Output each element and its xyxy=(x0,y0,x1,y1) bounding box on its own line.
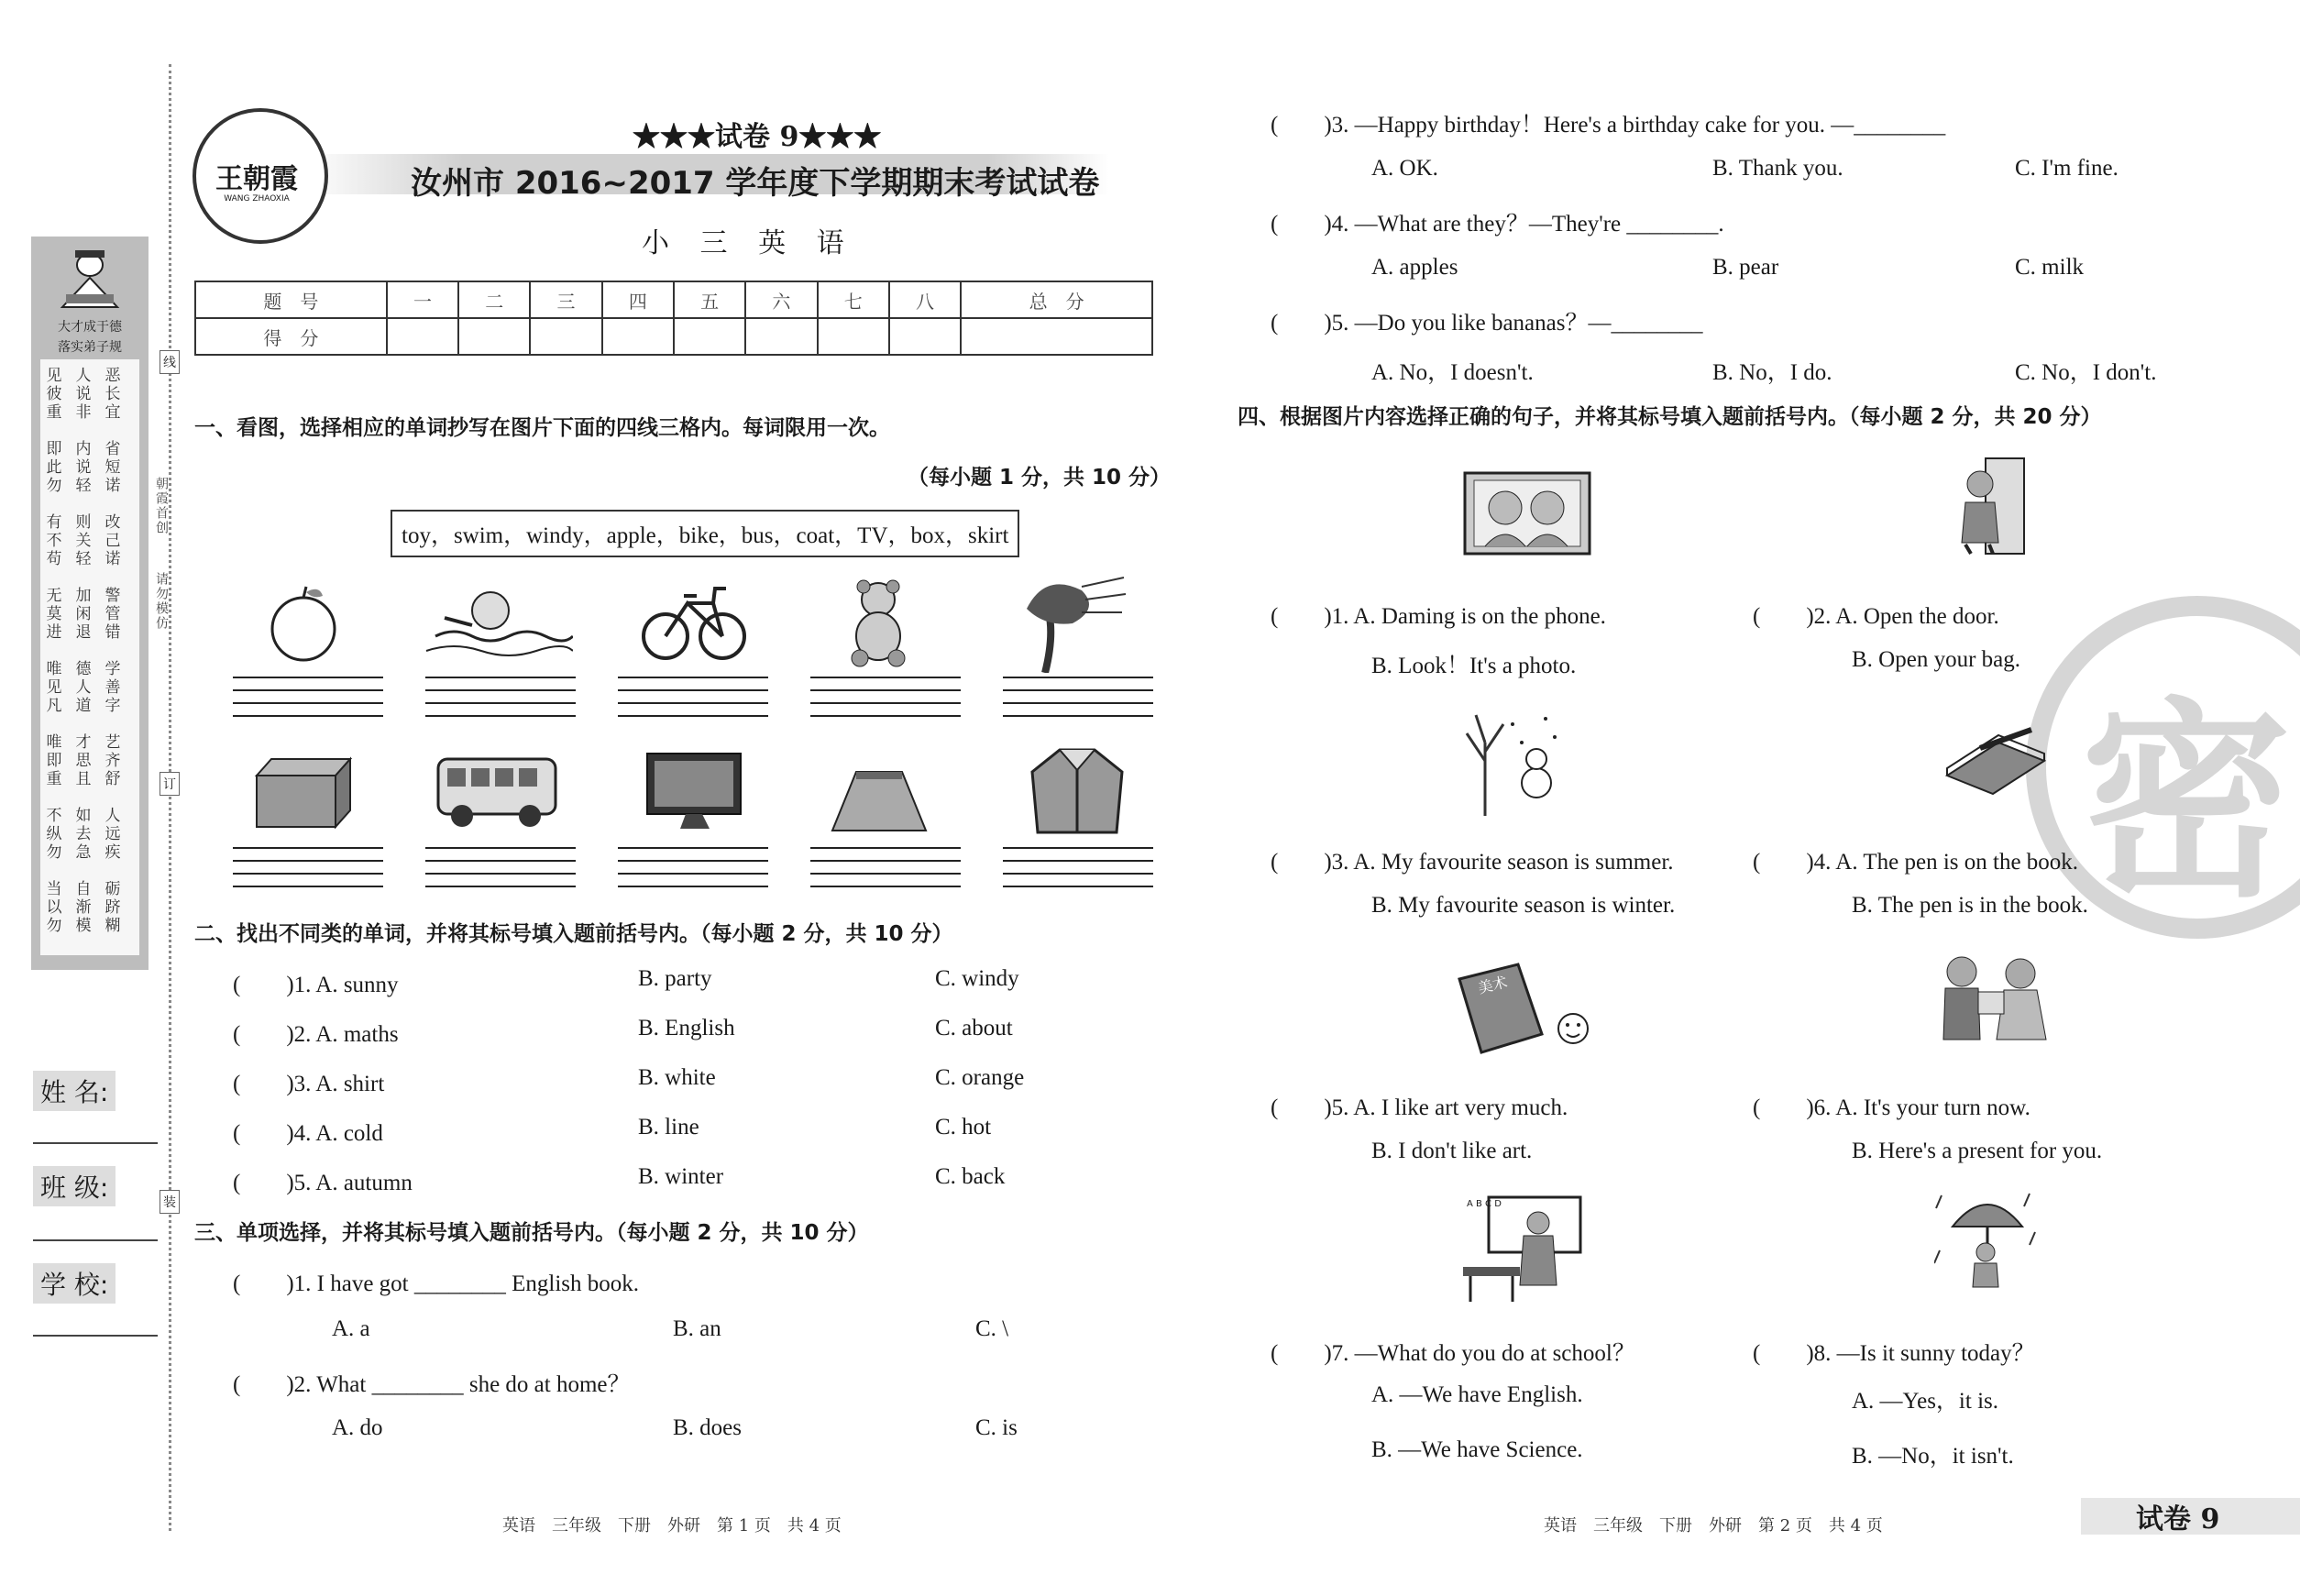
s2-q1-b: B. party xyxy=(638,966,712,991)
pen-on-book-picture xyxy=(1943,724,2048,801)
s4-q3: ( )3. A. My favourite season is summer. xyxy=(1271,850,1674,875)
score-header-cell: 三 xyxy=(530,281,601,318)
score-table xyxy=(194,281,1153,356)
motto-column: 无 莫 进 xyxy=(46,587,62,642)
swim-picture xyxy=(417,581,573,667)
s3-q1-b: B. an xyxy=(673,1316,721,1341)
motto-column: 加 闲 退 xyxy=(75,587,92,642)
motto-column: 人 远 疾 xyxy=(105,807,121,862)
vertical-note-2: 请勿模仿 xyxy=(154,572,169,631)
motto-column: 唯 即 重 xyxy=(46,733,62,788)
s3-q2-a: A. do xyxy=(332,1415,383,1440)
s3-q3-c: C. I'm fine. xyxy=(2015,156,2118,181)
score-header-cell: 七 xyxy=(818,281,889,318)
motto-column: 如 去 急 xyxy=(75,807,92,862)
art-book-picture xyxy=(1454,961,1591,1060)
name-label: 姓 名: xyxy=(33,1071,116,1111)
s2-q3-b: B. white xyxy=(638,1065,716,1090)
teddy-bear-picture xyxy=(842,576,915,671)
writing-lines[interactable] xyxy=(233,847,383,887)
s2-q1: ( )1. A. sunny xyxy=(233,973,399,997)
motto-column: 见 彼 重 xyxy=(46,367,62,422)
section3-title: 三、单项选择，并将其标号填入题前括号内。（每小题 2 分，共 10 分） xyxy=(194,1221,869,1245)
motto-column: 自 渐 模 xyxy=(75,880,92,935)
s4-q8-a: A. —Yes，it is. xyxy=(1852,1389,1998,1414)
score-header-cell: 八 xyxy=(889,281,961,318)
box-picture xyxy=(253,755,354,832)
motto-columns xyxy=(44,367,136,953)
s4-q8: ( )8. —Is it sunny today？ xyxy=(1753,1341,2035,1366)
score-input-cell[interactable] xyxy=(889,318,961,355)
writing-lines[interactable] xyxy=(233,677,383,717)
s4-q8-b: B. —No，it isn't. xyxy=(1852,1444,2014,1469)
score-input-cell[interactable] xyxy=(458,318,530,355)
motto-column: 唯 见 凡 xyxy=(46,660,62,715)
score-input-cell[interactable] xyxy=(530,318,601,355)
section1-title: 一、看图，选择相应的单词抄写在图片下面的四线三格内。每词限用一次。 xyxy=(194,416,890,440)
motto-column: 才 思 且 xyxy=(75,733,92,788)
s4-q1-b: B. Look！It's a photo. xyxy=(1371,654,1577,678)
motto-column: 人 说 非 xyxy=(75,367,92,422)
s4-q7-b: B. —We have Science. xyxy=(1371,1437,1583,1462)
score-input-cell[interactable] xyxy=(961,318,1152,355)
classroom-picture xyxy=(1461,1194,1582,1307)
score-header-cell: 总 分 xyxy=(961,281,1152,318)
s4-q4-b: B. The pen is in the book. xyxy=(1852,893,2088,918)
s4-q3-b: B. My favourite season is winter. xyxy=(1371,893,1676,918)
brand-logo-text: 王朝霞 xyxy=(215,163,298,195)
s3-q4-a: A. apples xyxy=(1371,255,1458,280)
s3-q3: ( )3. —Happy birthday！Here's a birthday cake for you. —________ xyxy=(1271,113,1946,138)
brand-logo-subtext: WANG ZHAOXIA xyxy=(224,194,290,204)
s4-q7: ( )7. —What do you do at school？ xyxy=(1271,1341,1635,1366)
score-row-label: 得 分 xyxy=(195,318,387,355)
score-input-cell[interactable] xyxy=(674,318,745,355)
s3-q3-b: B. Thank you. xyxy=(1712,156,1843,181)
score-header-cell: 四 xyxy=(602,281,674,318)
motto-column: 当 以 勿 xyxy=(46,880,62,935)
section4-title: 四、根据图片内容选择正确的句子，并将其标号填入题前括号内。（每小题 2 分，共 20 分） xyxy=(1238,405,2102,429)
s4-q6: ( )6. A. It's your turn now. xyxy=(1753,1095,2030,1120)
writing-lines[interactable] xyxy=(1003,847,1153,887)
class-field[interactable] xyxy=(33,1239,158,1241)
motto-column: 学 善 字 xyxy=(105,660,121,715)
exam-title: 汝州市 2016~2017 学年度下学期期末考试试卷 xyxy=(411,165,1100,202)
s4-q2-b: B. Open your bag. xyxy=(1852,647,2020,672)
s3-q1: ( )1. I have got ________ English book. xyxy=(233,1271,640,1296)
binding-dotted-line xyxy=(169,64,171,1531)
s3-q5-b: B. No，I do. xyxy=(1712,360,1832,385)
motto-column: 砺 跻 糊 xyxy=(105,880,121,935)
photo-picture xyxy=(1463,471,1591,559)
writing-lines[interactable] xyxy=(425,847,576,887)
s2-q3: ( )3. A. shirt xyxy=(233,1072,385,1096)
seal-line-mark: 线 xyxy=(160,350,180,374)
s3-q2-b: B. does xyxy=(673,1415,742,1440)
s2-q5-b: B. winter xyxy=(638,1164,724,1189)
word-bank: toy，swim，windy，apple，bike，bus，coat，TV，box，skirt xyxy=(391,510,1019,557)
seal-bind-mark: 装 xyxy=(160,1190,180,1214)
s3-q3-a: A. OK. xyxy=(1371,156,1438,181)
winter-snowman-picture xyxy=(1458,706,1568,820)
paper-badge: 试卷 9 xyxy=(2136,1503,2220,1535)
s2-q2-b: B. English xyxy=(638,1016,735,1040)
motto-column: 不 纵 勿 xyxy=(46,807,62,862)
board-letters: A B C D xyxy=(1467,1199,1502,1209)
s2-q2-c: C. about xyxy=(935,1016,1013,1040)
present-picture xyxy=(1925,952,2059,1058)
motto-column: 警 管 错 xyxy=(105,587,121,642)
tv-picture xyxy=(644,750,744,836)
s2-q4-b: B. line xyxy=(638,1115,699,1139)
motto-heading-1: 大才成于德 xyxy=(58,320,122,335)
rain-umbrella-picture xyxy=(1934,1186,2041,1305)
motto-column: 恶 长 宜 xyxy=(105,367,121,422)
name-field[interactable] xyxy=(33,1142,158,1144)
s2-q4-c: C. hot xyxy=(935,1115,992,1139)
seal-order-mark: 订 xyxy=(160,772,180,796)
writing-lines[interactable] xyxy=(618,847,768,887)
s3-q4-c: C. milk xyxy=(2015,255,2085,280)
s4-q4: ( )4. A. The pen is on the book. xyxy=(1753,850,2079,875)
motto-column: 德 人 道 xyxy=(75,660,92,715)
motto-column: 艺 齐 舒 xyxy=(105,733,121,788)
scholar-figure xyxy=(44,243,136,318)
s4-q1: ( )1. A. Daming is on the phone. xyxy=(1271,604,1606,629)
motto-column: 即 此 勿 xyxy=(46,440,62,495)
school-label: 学 校: xyxy=(33,1263,116,1304)
s4-q7-a: A. —We have English. xyxy=(1371,1382,1583,1407)
coat-picture xyxy=(1027,744,1128,840)
s2-q5-c: C. back xyxy=(935,1164,1006,1189)
motto-column: 则 关 轻 xyxy=(75,513,92,568)
motto-column: 省 短 诺 xyxy=(105,440,121,495)
score-header-cell: 五 xyxy=(674,281,745,318)
school-field[interactable] xyxy=(33,1335,158,1337)
score-header-cell: 六 xyxy=(745,281,817,318)
score-input-cell[interactable] xyxy=(387,318,458,355)
score-input-cell[interactable] xyxy=(602,318,674,355)
section1-points: （每小题 1 分，共 10 分） xyxy=(908,466,1172,490)
s3-q1-c: C. \ xyxy=(975,1316,1009,1341)
motto-heading-2: 落实弟子规 xyxy=(58,340,122,355)
vertical-note-1: 朝霞首创 xyxy=(154,477,169,535)
s4-q2: ( )2. A. Open the door. xyxy=(1753,604,1999,629)
writing-lines[interactable] xyxy=(425,677,576,717)
score-input-cell[interactable] xyxy=(745,318,817,355)
s2-q5: ( )5. A. autumn xyxy=(233,1171,413,1195)
apple-picture xyxy=(262,583,345,666)
paper-number: ★★★试卷 9★★★ xyxy=(633,121,882,153)
motto-column: 改 己 诺 xyxy=(105,513,121,568)
s2-q2: ( )2. A. maths xyxy=(233,1022,399,1047)
s4-q6-b: B. Here's a present for you. xyxy=(1852,1139,2103,1163)
s2-q1-c: C. windy xyxy=(935,966,1019,991)
skirt-picture xyxy=(829,766,930,840)
score-header-cell: 一 xyxy=(387,281,458,318)
s3-q2: ( )2. What ________ she do at home？ xyxy=(233,1372,631,1397)
score-header-cell: 题 号 xyxy=(195,281,387,318)
open-door-picture xyxy=(1953,457,2026,561)
s3-q5-a: A. No，I doesn't. xyxy=(1371,360,1534,385)
motto-column: 有 不 苟 xyxy=(46,513,62,568)
s3-q5: ( )5. —Do you like bananas？—________ xyxy=(1271,311,1703,336)
s3-q4: ( )4. —What are they？—They're ________. xyxy=(1271,212,1724,237)
confidential-stamp-char: 密 xyxy=(2081,681,2293,926)
writing-lines[interactable] xyxy=(1003,677,1153,717)
art-book-label: 美术 xyxy=(1476,973,1510,997)
s2-q4: ( )4. A. cold xyxy=(233,1121,383,1146)
bus-picture xyxy=(435,752,559,834)
s3-q1-a: A. a xyxy=(332,1316,370,1341)
footer-page1: 英语 三年级 下册 外研 第 1 页 共 4 页 xyxy=(502,1516,842,1535)
score-input-cell[interactable] xyxy=(818,318,889,355)
s3-q5-c: C. No，I don't. xyxy=(2015,360,2157,385)
s4-q5: ( )5. A. I like art very much. xyxy=(1271,1095,1568,1120)
class-label: 班 级: xyxy=(33,1166,116,1206)
bike-picture xyxy=(642,576,746,671)
writing-lines[interactable] xyxy=(810,847,961,887)
subject-title: 小 三 英 语 xyxy=(642,227,855,259)
writing-lines[interactable] xyxy=(618,677,768,717)
writing-lines[interactable] xyxy=(810,677,961,717)
windy-tree-picture xyxy=(1018,572,1128,677)
s4-q5-b: B. I don't like art. xyxy=(1371,1139,1533,1163)
footer-page2: 英语 三年级 下册 外研 第 2 页 共 4 页 xyxy=(1544,1516,1883,1535)
section2-title: 二、找出不同类的单词，并将其标号填入题前括号内。（每小题 2 分，共 10 分） xyxy=(194,922,953,946)
s3-q2-c: C. is xyxy=(975,1415,1018,1440)
score-header-cell: 二 xyxy=(458,281,530,318)
s3-q4-b: B. pear xyxy=(1712,255,1779,280)
motto-column: 内 说 轻 xyxy=(75,440,92,495)
s2-q3-c: C. orange xyxy=(935,1065,1025,1090)
